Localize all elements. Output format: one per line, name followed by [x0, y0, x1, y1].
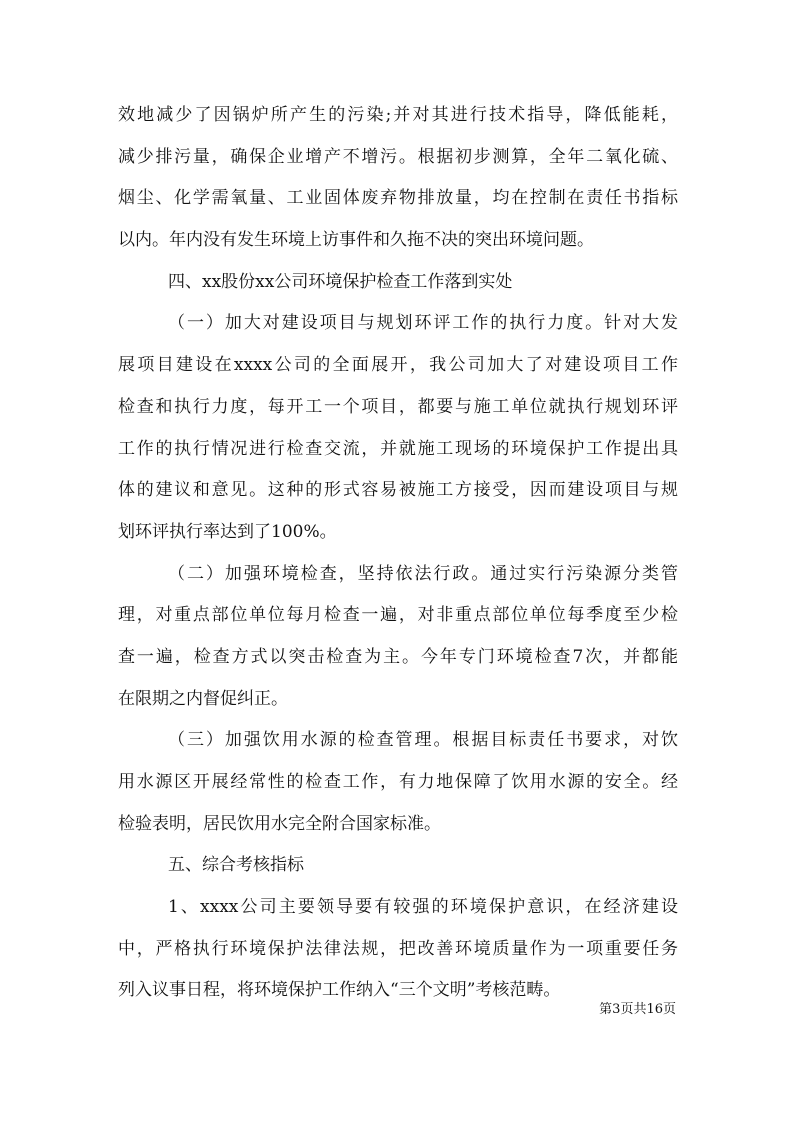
paragraph-line: （一）加大对建设项目与规划环评工作的执行力度。针对大发	[168, 313, 678, 334]
section-heading: 四、xx股份xx公司环境保护检查工作落到实处	[168, 271, 513, 292]
body-text	[118, 95, 678, 1012]
paragraph-line: 划环评执行率达到了100%。	[118, 521, 337, 542]
paragraph-line: 检查和执行力度，每开工一个项目，都要与施工单位就执行规划环评	[118, 396, 678, 417]
paragraph-line: 中，严格执行环境保护法律法规，把改善环境质量作为一项重要任务	[118, 938, 678, 959]
paragraph-line: 减少排污量，确保企业增产不增污。根据初步测算，全年二氧化硫、	[118, 146, 678, 167]
paragraph-line: 列入议事日程，将环境保护工作纳入“三个文明”考核范畴。	[118, 980, 561, 1001]
paragraph-line: 用水源区开展经常性的检查工作，有力地保障了饮用水源的安全。经	[118, 772, 678, 792]
page-number: 第3页共16页	[599, 1002, 676, 1017]
paragraph-line: 1、xxxx公司主要领导要有较强的环境保护意识，在经济建设	[168, 897, 678, 918]
paragraph-line: 体的建议和意见。这种的形式容易被施工方接受，因而建设项目与规	[118, 480, 678, 501]
paragraph-line: 在限期之内督促纠正。	[118, 688, 288, 709]
paragraph-line: 效地减少了因锅炉所产生的污染;并对其进行技术指导，降低能耗，	[118, 105, 678, 125]
paragraph-line: 工作的执行情况进行检查交流，并就施工现场的环境保护工作提出具	[118, 438, 678, 459]
section-heading: 五、综合考核指标	[168, 855, 304, 876]
paragraph-line: 烟尘、化学需氧量、工业固体废弃物排放量，均在控制在责任书指标	[118, 188, 678, 209]
paragraph-line: 查一遍，检查方式以突击检查为主。今年专门环境检查7次，并都能	[118, 646, 678, 667]
paragraph-line: 展项目建设在xxxx公司的全面展开，我公司加大了对建设项目工作	[118, 355, 678, 376]
paragraph-line: 以内。年内没有发生环境上访事件和久拖不决的突出环境问题。	[118, 230, 594, 251]
paragraph-line: （三）加强饮用水源的检查管理。根据目标责任书要求，对饮	[168, 730, 678, 751]
paragraph-line: （二）加强环境检查，坚持依法行政。通过实行污染源分类管	[168, 563, 678, 584]
paragraph-line: 检验表明，居民饮用水完全附合国家标准。	[118, 813, 441, 834]
paragraph-line: 理，对重点部位单位每月检查一遍，对非重点部位单位每季度至少检	[118, 605, 678, 626]
